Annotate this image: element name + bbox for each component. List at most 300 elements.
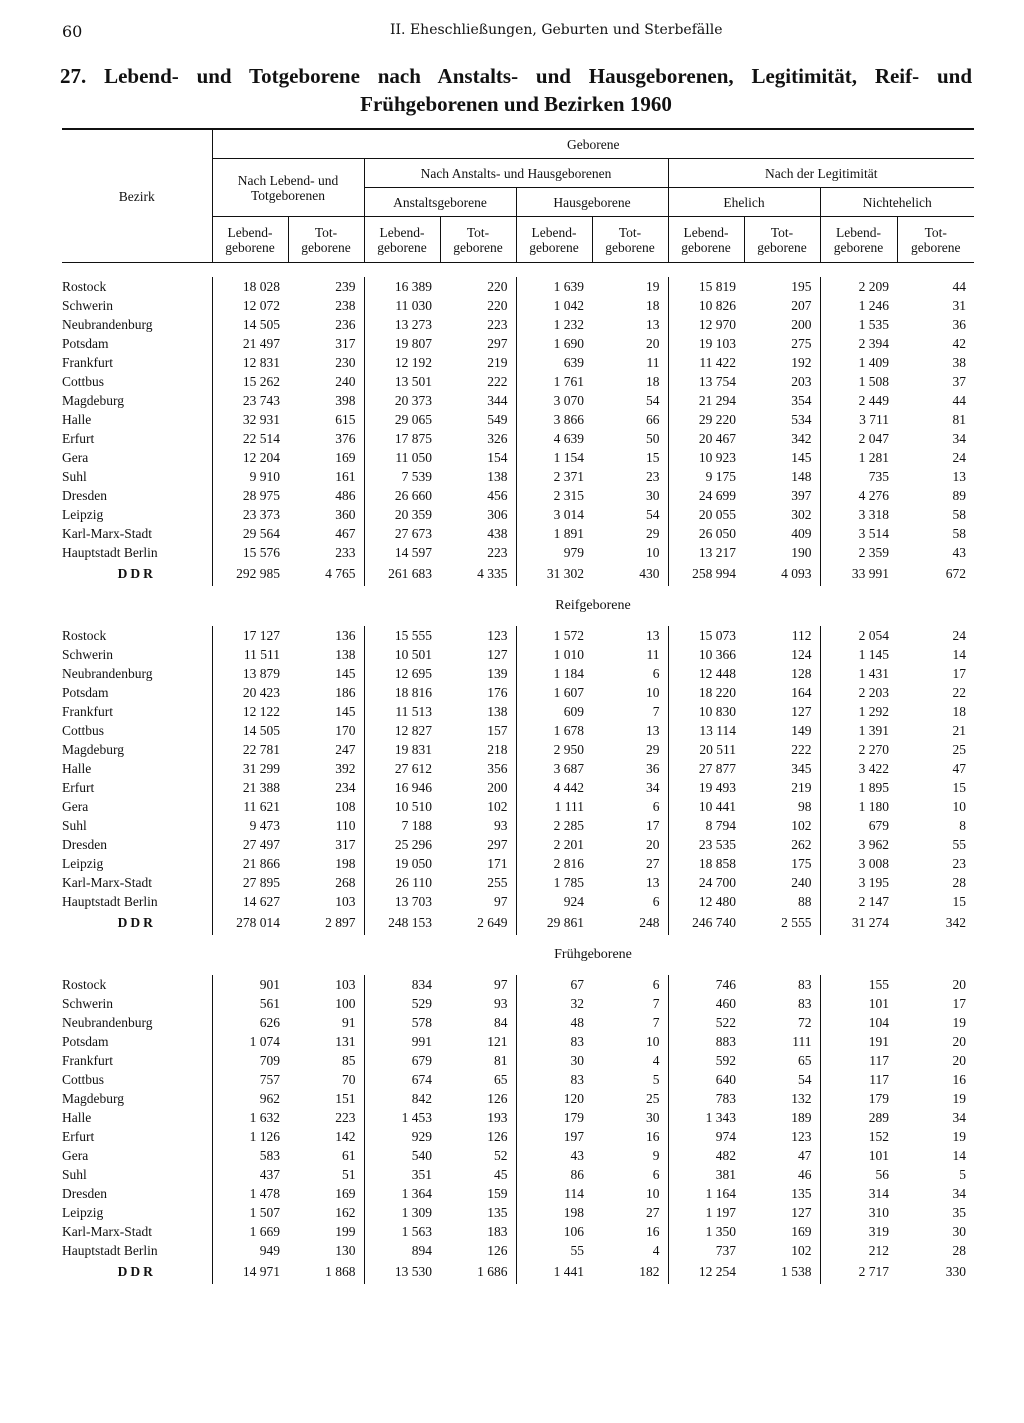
table-cell: 169	[335, 450, 356, 465]
table-cell: 2 359	[820, 543, 897, 562]
table-cell: 1 391	[820, 721, 897, 740]
table-cell: 7 539	[364, 467, 440, 486]
table-cell: 30	[516, 1051, 592, 1070]
table-cell: 392	[335, 761, 356, 776]
table-cell: 578	[364, 1013, 440, 1032]
table-cell: 19	[646, 279, 660, 294]
table-cell: 15 073	[668, 626, 744, 645]
table-cell: 117	[820, 1051, 897, 1070]
table-cell: 88	[798, 894, 812, 909]
table-cell: 1 180	[820, 797, 897, 816]
table-cell: 13	[646, 723, 660, 738]
table-cell: 132	[791, 1091, 812, 1106]
table-cell: 615	[335, 412, 356, 427]
table-cell: 783	[668, 1089, 744, 1108]
table-cell: 161	[335, 469, 356, 484]
bezirk-name: Cottbus	[62, 372, 212, 391]
table-row	[62, 994, 974, 1013]
table-cell: 1 563	[364, 1222, 440, 1241]
total-cell: 258 994	[668, 562, 744, 586]
table-cell: 123	[487, 628, 508, 643]
table-cell: 198	[335, 856, 356, 871]
table-cell: 482	[668, 1146, 744, 1165]
table-cell: 1 010	[516, 645, 592, 664]
table-cell: 131	[335, 1034, 356, 1049]
table-cell: 189	[791, 1110, 812, 1125]
table-cell: 319	[820, 1222, 897, 1241]
table-cell: 1 453	[364, 1108, 440, 1127]
table-row	[62, 683, 974, 702]
table-cell: 12 827	[364, 721, 440, 740]
table-cell: 15 576	[212, 543, 288, 562]
table-cell: 275	[791, 336, 812, 351]
table-cell: 13 754	[668, 372, 744, 391]
header-nach-anstalts-haus: Nach Anstalts- und Hausgeborenen	[364, 159, 668, 188]
total-cell: 12 254	[668, 1260, 744, 1284]
table-cell: 1 572	[516, 626, 592, 645]
table-row	[62, 1222, 974, 1241]
table-cell: 929	[364, 1127, 440, 1146]
table-cell: 186	[335, 685, 356, 700]
table-cell: 43	[952, 545, 967, 560]
table-cell: 1 678	[516, 721, 592, 740]
table-cell: 17 127	[212, 626, 288, 645]
bezirk-name: Neubrandenburg	[62, 1013, 212, 1032]
table-cell: 157	[487, 723, 508, 738]
bezirk-name: Hauptstadt Berlin	[62, 543, 212, 562]
table-cell: 135	[791, 1186, 812, 1201]
table-cell: 737	[668, 1241, 744, 1260]
table-row	[62, 448, 974, 467]
bezirk-name: Schwerin	[62, 994, 212, 1013]
table-cell: 83	[798, 977, 812, 992]
table-cell: 83	[516, 1032, 592, 1051]
header-nach-legitimitaet: Nach der Legitimität	[668, 159, 974, 188]
header-tot-geborene: Tot- geborene	[897, 217, 974, 263]
table-cell: 200	[487, 780, 508, 795]
table-cell: 170	[335, 723, 356, 738]
table-cell: 65	[494, 1072, 508, 1087]
table-cell: 52	[494, 1148, 508, 1163]
table-row	[62, 1146, 974, 1165]
table-cell: 191	[820, 1032, 897, 1051]
table-cell: 138	[487, 469, 508, 484]
table-row	[62, 759, 974, 778]
header-tot-geborene: Tot- geborene	[592, 217, 668, 263]
table-cell: 1 154	[516, 448, 592, 467]
table-cell: 13 879	[212, 664, 288, 683]
table-cell: 14 627	[212, 892, 288, 911]
table-cell: 4 442	[516, 778, 592, 797]
table-cell: 70	[342, 1072, 356, 1087]
table-cell: 1 669	[212, 1222, 288, 1241]
table-cell: 29	[646, 526, 660, 541]
bezirk-name: Suhl	[62, 816, 212, 835]
total-cell: 1 868	[325, 1264, 356, 1279]
section-heading-row	[62, 935, 974, 975]
table-cell: 176	[487, 685, 508, 700]
bezirk-name: Potsdam	[62, 1032, 212, 1051]
table-row	[62, 315, 974, 334]
table-cell: 11 422	[668, 353, 744, 372]
table-row	[62, 334, 974, 353]
table-cell: 55	[952, 837, 967, 852]
table-cell: 289	[820, 1108, 897, 1127]
table-cell: 29 220	[668, 410, 744, 429]
table-row	[62, 797, 974, 816]
bezirk-name: Neubrandenburg	[62, 664, 212, 683]
total-cell: 31 274	[820, 911, 897, 935]
table-cell: 12 072	[212, 296, 288, 315]
bezirk-name: Dresden	[62, 486, 212, 505]
title-line-1: 27. Lebend- und Totgeborene nach Anstalts- und Hausgeborenen, Legitimität, Reif- und	[60, 64, 972, 88]
table-cell: 268	[335, 875, 356, 890]
table-cell: 13	[646, 317, 660, 332]
table-cell: 145	[791, 450, 812, 465]
table-row	[62, 296, 974, 315]
table-cell: 894	[364, 1241, 440, 1260]
table-cell: 626	[212, 1013, 288, 1032]
running-header: II. Eheschließungen, Geburten und Sterbefälle	[390, 22, 723, 38]
table-cell: 223	[487, 545, 508, 560]
table-cell: 456	[487, 488, 508, 503]
title-line-2: Frühgeborenen und Bezirken 1960	[360, 92, 672, 116]
table-cell: 36	[952, 317, 967, 332]
table-cell: 20 359	[364, 505, 440, 524]
header-tot-geborene: Tot- geborene	[744, 217, 820, 263]
total-cell: 246 740	[668, 911, 744, 935]
table-cell: 317	[335, 837, 356, 852]
table-cell: 86	[516, 1165, 592, 1184]
table-cell: 9	[652, 1148, 660, 1163]
table-cell: 43	[516, 1146, 592, 1165]
table-cell: 20 511	[668, 740, 744, 759]
table-row	[62, 778, 974, 797]
table-cell: 974	[668, 1127, 744, 1146]
statistics-table	[62, 128, 974, 1284]
table-cell: 19 050	[364, 854, 440, 873]
table-cell: 98	[798, 799, 812, 814]
table-cell: 45	[494, 1167, 508, 1182]
table-cell: 127	[791, 704, 812, 719]
table-cell: 103	[335, 977, 356, 992]
header-tot-geborene: Tot- geborene	[440, 217, 516, 263]
table-cell: 114	[516, 1184, 592, 1203]
table-cell: 61	[342, 1148, 356, 1163]
table-cell: 6	[652, 799, 660, 814]
table-cell: 212	[820, 1241, 897, 1260]
bezirk-name: Frankfurt	[62, 353, 212, 372]
table-cell: 130	[335, 1243, 356, 1258]
bezirk-name: Hauptstadt Berlin	[62, 892, 212, 911]
table-cell: 21 866	[212, 854, 288, 873]
table-cell: 23	[952, 856, 967, 871]
table-cell: 842	[364, 1089, 440, 1108]
table-row	[62, 410, 974, 429]
bezirk-name: Schwerin	[62, 645, 212, 664]
table-row	[62, 835, 974, 854]
header-nach-lebend-tot: Nach Lebend- und Totgeborenen	[212, 159, 364, 217]
table-cell: 674	[364, 1070, 440, 1089]
total-cell: 261 683	[364, 562, 440, 586]
table-cell: 18	[952, 704, 967, 719]
table-cell: 124	[791, 647, 812, 662]
table-cell: 7	[652, 996, 660, 1011]
table-cell: 1 639	[516, 277, 592, 296]
table-cell: 29	[646, 742, 660, 757]
bezirk-name: Halle	[62, 410, 212, 429]
table-row	[62, 975, 974, 994]
table-cell: 50	[646, 431, 660, 446]
total-cell: 248	[639, 915, 660, 930]
table-row	[62, 1070, 974, 1089]
table-cell: 1 891	[516, 524, 592, 543]
table-cell: 234	[335, 780, 356, 795]
table-cell: 409	[791, 526, 812, 541]
total-label: DDR	[117, 1264, 156, 1279]
table-cell: 17	[952, 996, 967, 1011]
table-cell: 12 970	[668, 315, 744, 334]
table-cell: 138	[487, 704, 508, 719]
table-cell: 13	[646, 628, 660, 643]
table-cell: 32	[516, 994, 592, 1013]
table-cell: 460	[668, 994, 744, 1013]
bezirk-name: Karl-Marx-Stadt	[62, 1222, 212, 1241]
total-cell: 430	[639, 566, 660, 581]
total-cell: 182	[639, 1264, 660, 1279]
table-cell: 1 246	[820, 296, 897, 315]
table-cell: 218	[487, 742, 508, 757]
table-cell: 136	[335, 628, 356, 643]
table-cell: 29 564	[212, 524, 288, 543]
table-cell: 901	[212, 975, 288, 994]
table-cell: 735	[820, 467, 897, 486]
table-cell: 1 478	[212, 1184, 288, 1203]
header-lebend-geborene: Lebend- geborene	[668, 217, 744, 263]
header-tot-geborene: Tot- geborene	[288, 217, 364, 263]
table-cell: 1 145	[820, 645, 897, 664]
table-cell: 15 262	[212, 372, 288, 391]
table-cell: 1 431	[820, 664, 897, 683]
table-cell: 28	[952, 1243, 967, 1258]
table-cell: 3 514	[820, 524, 897, 543]
table-cell: 18 816	[364, 683, 440, 702]
table-row	[62, 1089, 974, 1108]
table-cell: 962	[212, 1089, 288, 1108]
table-cell: 47	[798, 1148, 812, 1163]
table-cell: 93	[494, 996, 508, 1011]
bezirk-name: Magdeburg	[62, 740, 212, 759]
table-cell: 2 394	[820, 334, 897, 353]
table-cell: 233	[335, 545, 356, 560]
total-cell: 248 153	[364, 911, 440, 935]
table-title	[60, 62, 972, 118]
table-cell: 179	[516, 1108, 592, 1127]
table-cell: 148	[791, 469, 812, 484]
table-cell: 111	[792, 1034, 812, 1049]
table-cell: 3 014	[516, 505, 592, 524]
table-cell: 5	[652, 1072, 660, 1087]
table-cell: 9 473	[212, 816, 288, 835]
table-cell: 247	[335, 742, 356, 757]
table-cell: 51	[342, 1167, 356, 1182]
section-heading-row	[62, 586, 974, 626]
table-cell: 2 209	[820, 277, 897, 296]
table-cell: 238	[335, 298, 356, 313]
total-cell: 14 971	[212, 1260, 288, 1284]
table-cell: 3 866	[516, 410, 592, 429]
table-cell: 22	[952, 685, 967, 700]
table-cell: 72	[798, 1015, 812, 1030]
table-cell: 15 819	[668, 277, 744, 296]
table-cell: 23 535	[668, 835, 744, 854]
table-cell: 9 910	[212, 467, 288, 486]
table-cell: 6	[652, 977, 660, 992]
table-cell: 297	[487, 837, 508, 852]
table-cell: 18	[646, 374, 660, 389]
table-row	[62, 486, 974, 505]
table-cell: 10 923	[668, 448, 744, 467]
total-cell: 330	[945, 1264, 967, 1279]
table-cell: 26 110	[364, 873, 440, 892]
table-cell: 19 493	[668, 778, 744, 797]
table-cell: 30	[952, 1224, 967, 1239]
table-cell: 21 294	[668, 391, 744, 410]
table-cell: 65	[798, 1053, 812, 1068]
table-cell: 142	[335, 1129, 356, 1144]
table-cell: 123	[791, 1129, 812, 1144]
table-cell: 13 501	[364, 372, 440, 391]
table-cell: 991	[364, 1032, 440, 1051]
bezirk-name: Gera	[62, 1146, 212, 1165]
total-cell: 2 649	[477, 915, 508, 930]
table-cell: 220	[487, 279, 508, 294]
table-row	[62, 524, 974, 543]
table-cell: 179	[820, 1089, 897, 1108]
table-cell: 2 285	[516, 816, 592, 835]
table-cell: 48	[516, 1013, 592, 1032]
table-cell: 709	[212, 1051, 288, 1070]
table-cell: 360	[335, 507, 356, 522]
header-nichtehelich: Nichtehelich	[820, 188, 974, 217]
table-cell: 126	[487, 1129, 508, 1144]
table-row	[62, 353, 974, 372]
table-cell: 26 660	[364, 486, 440, 505]
table-cell: 121	[487, 1034, 508, 1049]
table-cell: 20	[952, 977, 967, 992]
table-cell: 10 510	[364, 797, 440, 816]
table-cell: 83	[798, 996, 812, 1011]
table-cell: 10 826	[668, 296, 744, 315]
table-cell: 195	[791, 279, 812, 294]
table-cell: 16	[646, 1129, 660, 1144]
table-cell: 6	[652, 1167, 660, 1182]
table-cell: 10 441	[668, 797, 744, 816]
total-cell: 1 538	[781, 1264, 812, 1279]
bezirk-name: Hauptstadt Berlin	[62, 1241, 212, 1260]
table-cell: 84	[494, 1015, 508, 1030]
table-cell: 2 203	[820, 683, 897, 702]
table-cell: 149	[791, 723, 812, 738]
table-cell: 467	[335, 526, 356, 541]
table-cell: 5	[959, 1167, 967, 1182]
table-cell: 16	[646, 1224, 660, 1239]
table-cell: 11	[646, 647, 660, 662]
table-cell: 18 858	[668, 854, 744, 873]
table-cell: 7	[652, 1015, 660, 1030]
table-cell: 36	[646, 761, 660, 776]
table-row	[62, 505, 974, 524]
table-cell: 169	[791, 1224, 812, 1239]
table-cell: 126	[487, 1243, 508, 1258]
bezirk-name: Leipzig	[62, 505, 212, 524]
table-cell: 240	[335, 374, 356, 389]
table-cell: 102	[487, 799, 508, 814]
table-cell: 1 074	[212, 1032, 288, 1051]
table-cell: 101	[820, 994, 897, 1013]
table-cell: 522	[668, 1013, 744, 1032]
total-cell: 33 991	[820, 562, 897, 586]
table-cell: 100	[335, 996, 356, 1011]
total-row	[62, 1260, 974, 1284]
table-cell: 1 292	[820, 702, 897, 721]
bezirk-name: Dresden	[62, 835, 212, 854]
table-cell: 924	[516, 892, 592, 911]
table-cell: 15	[952, 894, 967, 909]
table-cell: 13 273	[364, 315, 440, 334]
bezirk-name: Leipzig	[62, 1203, 212, 1222]
table-cell: 44	[952, 279, 967, 294]
table-cell: 104	[820, 1013, 897, 1032]
table-cell: 3 687	[516, 759, 592, 778]
table-cell: 31	[952, 298, 967, 313]
table-cell: 138	[335, 647, 356, 662]
table-cell: 345	[791, 761, 812, 776]
table-cell: 25	[952, 742, 967, 757]
table-cell: 20 373	[364, 391, 440, 410]
table-cell: 17 875	[364, 429, 440, 448]
table-cell: 2 371	[516, 467, 592, 486]
table-cell: 91	[342, 1015, 356, 1030]
table-cell: 10	[646, 685, 660, 700]
table-cell: 1 343	[668, 1108, 744, 1127]
table-cell: 139	[487, 666, 508, 681]
table-row	[62, 1013, 974, 1032]
bezirk-name: Schwerin	[62, 296, 212, 315]
table-cell: 120	[516, 1089, 592, 1108]
bezirk-name: Gera	[62, 797, 212, 816]
table-cell: 949	[212, 1241, 288, 1260]
table-cell: 128	[791, 666, 812, 681]
table-cell: 10 366	[668, 645, 744, 664]
table-cell: 46	[798, 1167, 812, 1182]
total-cell: 4 335	[477, 566, 508, 581]
table-cell: 17	[952, 666, 967, 681]
table-cell: 438	[487, 526, 508, 541]
table-cell: 1 164	[668, 1184, 744, 1203]
table-cell: 25	[646, 1091, 660, 1106]
table-cell: 159	[487, 1186, 508, 1201]
table-cell: 152	[820, 1127, 897, 1146]
table-header	[62, 129, 974, 263]
total-cell: 2 897	[325, 915, 356, 930]
table-cell: 2 270	[820, 740, 897, 759]
table-cell: 20 055	[668, 505, 744, 524]
table-cell: 34	[646, 780, 660, 795]
table-row	[62, 1184, 974, 1203]
table-cell: 679	[364, 1051, 440, 1070]
table-cell: 10	[646, 545, 660, 560]
